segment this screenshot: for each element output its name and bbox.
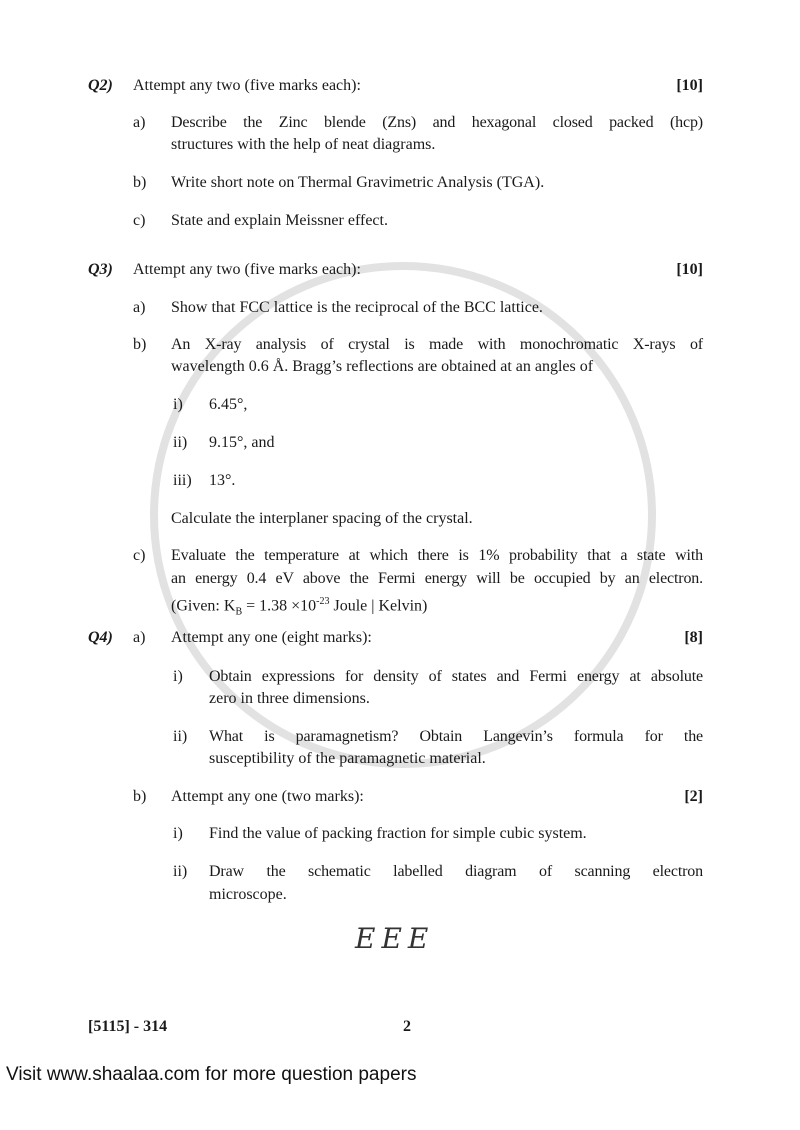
q3c-given (171, 591, 427, 624)
q2c-text: State and explain Meissner effect. (171, 212, 388, 229)
q4b-i-num: i) (173, 825, 183, 842)
q3b-iii-text: 13°. (209, 472, 236, 489)
given-mid: = 1.38 ×10 (242, 597, 317, 615)
q3b-line1: An X-ray analysis of crystal is made with monochromatic X-rays of (171, 336, 703, 353)
end-mark: EEE (355, 922, 435, 955)
q4a-i-line2: zero in three dimensions. (209, 690, 370, 707)
q4b-letter: b) (133, 788, 147, 805)
q3b-ii-num: ii) (173, 434, 188, 451)
q3b-conclusion: Calculate the interplaner spacing of the crystal. (171, 510, 473, 527)
q2c-letter: c) (133, 212, 146, 229)
page-number: 2 (403, 1018, 411, 1035)
q4a-i-num: i) (173, 668, 183, 685)
q3b-iii-num: iii) (173, 472, 192, 489)
q2a-letter: a) (133, 114, 146, 131)
given-sup: -23 (316, 596, 330, 607)
q4b-ii-num: ii) (173, 863, 188, 880)
q4b-i-text: Find the value of packing fraction for simple cubic system. (209, 825, 587, 842)
q3a-letter: a) (133, 299, 146, 316)
q3c-line1: Evaluate the temperature at which there is 1% probability that a state with (171, 547, 703, 564)
q3b-i-text: 6.45°, (209, 396, 248, 413)
given-prefix: (Given: K (171, 597, 236, 615)
q4a-i-line1: Obtain expressions for density of states and Fermi energy at absolute (209, 668, 703, 685)
q4a-ii-num: ii) (173, 728, 188, 745)
q3-marks: [10] (676, 261, 703, 278)
q4-label: Q4) (88, 629, 113, 646)
q4b-title: Attempt any one (two marks): (171, 788, 364, 805)
q3b-line2: wavelength 0.6 Å. Bragg’s reflections are obtained at an angles of (171, 358, 594, 375)
q2b-letter: b) (133, 174, 147, 191)
q4a-ii-line2: susceptibility of the paramagnetic material. (209, 750, 486, 767)
q2-label: Q2) (88, 77, 113, 94)
given-suffix: Joule | Kelvin) (329, 597, 428, 615)
visit-link[interactable]: Visit www.shaalaa.com for more question papers (6, 1064, 417, 1085)
q4a-ii-line1: What is paramagnetism? Obtain Langevin’s formula for the (209, 728, 703, 745)
q4a-title: Attempt any one (eight marks): (171, 629, 372, 646)
q4b-ii-line2: microscope. (209, 886, 287, 903)
q3c-letter: c) (133, 547, 146, 564)
q2a-line1: Describe the Zinc blende (Zns) and hexagonal closed packed (hcp) (171, 114, 703, 131)
q2-marks: [10] (676, 77, 703, 94)
q3-label: Q3) (88, 261, 113, 278)
q4b-ii-line1: Draw the schematic labelled diagram of scanning electron (209, 863, 703, 880)
q2-title: Attempt any two (five marks each): (133, 77, 361, 94)
q4a-letter: a) (133, 629, 146, 646)
q3b-i-num: i) (173, 396, 183, 413)
q3c-line2: an energy 0.4 eV above the Fermi energy will be occupied by an electron. (171, 570, 703, 587)
q4b-marks: [2] (684, 788, 703, 805)
q3b-ii-text: 9.15°, and (209, 434, 275, 451)
q3a-text: Show that FCC lattice is the reciprocal of the BCC lattice. (171, 299, 543, 316)
paper-code: [5115] - 314 (88, 1018, 168, 1035)
q2b-text: Write short note on Thermal Gravimetric Analysis (TGA). (171, 174, 545, 191)
given-sub: B (235, 606, 243, 618)
q3b-letter: b) (133, 336, 147, 353)
q3-title: Attempt any two (five marks each): (133, 261, 361, 278)
q2a-line2: structures with the help of neat diagrams. (171, 136, 436, 153)
q4a-marks: [8] (684, 629, 703, 646)
